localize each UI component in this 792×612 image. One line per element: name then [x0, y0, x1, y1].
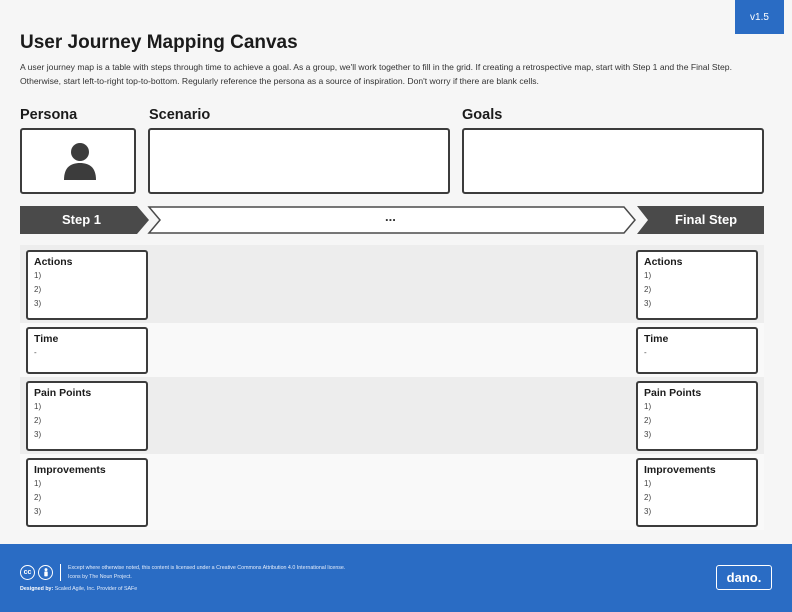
final-improvements-card[interactable]: [636, 458, 758, 527]
final-pain-points-card[interactable]: [636, 381, 758, 451]
person-small-icon: [42, 568, 50, 577]
page-title: User Journey Mapping Canvas: [20, 32, 298, 53]
card-title: Time: [34, 333, 59, 345]
card-line: 2): [644, 285, 652, 294]
step-1-label: Step 1: [62, 212, 102, 227]
goals-label: Goals: [462, 107, 503, 123]
card-line: 1): [644, 402, 652, 411]
card-title: Actions: [34, 256, 73, 268]
step1-time-card[interactable]: [26, 327, 148, 374]
card-line: 1): [34, 479, 42, 488]
card-line: 1): [34, 271, 42, 280]
card-title: Improvements: [34, 464, 106, 476]
cc-icon: cc: [20, 565, 35, 580]
card-line: 3): [34, 507, 42, 516]
by-icon: [38, 565, 53, 580]
scenario-box[interactable]: [148, 128, 450, 194]
card-line: 1): [644, 271, 652, 280]
card-line: 3): [34, 430, 42, 439]
step1-actions-card[interactable]: [26, 250, 148, 320]
person-icon: [62, 142, 98, 182]
license-icons: [20, 565, 53, 580]
brand-logo[interactable]: dano.: [716, 565, 772, 590]
persona-label: Persona: [20, 107, 78, 123]
card-title: Improvements: [644, 464, 716, 476]
card-title: Actions: [644, 256, 683, 268]
final-step-label: Final Step: [675, 212, 738, 227]
card-title: Pain Points: [34, 387, 92, 399]
license-text: Except where otherwise noted, this content is licensed under a Creative Commons Attribution 4.0 International license. Icons by The Noun Project.: [68, 565, 346, 580]
middle-steps-label: ...: [385, 209, 396, 224]
card-line: 2): [644, 416, 652, 425]
card-title: Time: [644, 333, 669, 345]
card-line: -: [644, 348, 647, 357]
version-badge: v1.5: [735, 0, 784, 34]
footer-divider: [60, 564, 61, 581]
card-line: 3): [644, 430, 652, 439]
final-time-card[interactable]: [636, 327, 758, 374]
card-line: 2): [34, 285, 42, 294]
card-line: 1): [644, 479, 652, 488]
card-line: 1): [34, 402, 42, 411]
step-bar: [20, 206, 764, 234]
persona-box[interactable]: [20, 128, 136, 194]
card-line: 2): [34, 416, 42, 425]
footer: [0, 544, 792, 612]
step1-pain-points-card[interactable]: [26, 381, 148, 451]
card-line: -: [34, 348, 37, 357]
designed-by-value: Scaled Agile, Inc. Provider of SAFe: [54, 586, 138, 592]
designed-by: [20, 586, 137, 592]
card-line: 2): [644, 493, 652, 502]
card-line: 3): [644, 299, 652, 308]
scenario-label: Scenario: [149, 107, 211, 123]
intro-text: A user journey map is a table with steps through time to achieve a goal. As a group, we'll work together to fill in the grid. If creating a retrospective map, start with Step 1 and the Final Step. Otherwise, start left-to-right top-to-bottom. Regularly reference the persona as a source of inspiration. Don't worry if there are blank cells.: [20, 62, 732, 86]
step1-improvements-card[interactable]: [26, 458, 148, 527]
card-line: 3): [644, 507, 652, 516]
goals-box[interactable]: [462, 128, 764, 194]
card-line: 2): [34, 493, 42, 502]
card-line: 3): [34, 299, 42, 308]
designed-by-label: Designed by:: [20, 586, 54, 592]
final-actions-card[interactable]: [636, 250, 758, 320]
card-title: Pain Points: [644, 387, 702, 399]
